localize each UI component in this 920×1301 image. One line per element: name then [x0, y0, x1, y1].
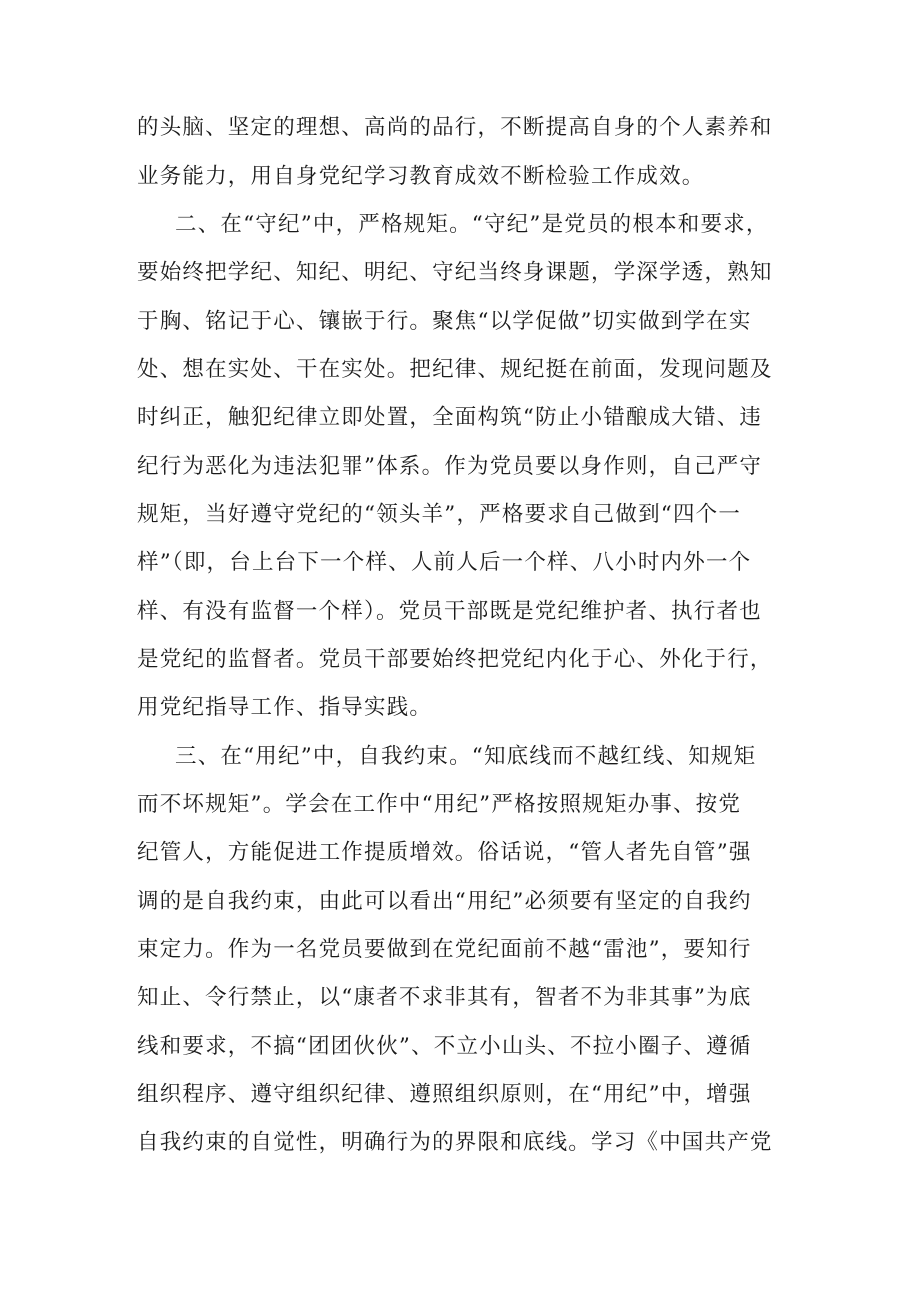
text-line: 而不坏规矩”。学会在工作中“用纪”严格按照规矩办事、按党	[137, 792, 742, 817]
text-line: 知止、令行禁止，以“康者不求非其有，智者不为非其事”为底	[137, 985, 752, 1010]
text-line: 处、想在实处、干在实处。把纪律、规纪挺在前面，发现问题及	[137, 357, 773, 382]
text-line: 组织程序、遵守组织纪律、遵照组织原则，在“用纪”中，增强	[137, 1082, 752, 1107]
text-line: 的头脑、坚定的理想、高尚的品行，不断提高自身的个人素养和	[137, 115, 773, 140]
text-line: 纪管人，方能促进工作提质增效。俗话说，“管人者先自管”强	[137, 840, 752, 865]
text-line: 自我约束的自觉性，明确行为的界限和底线。学习《中国共产党	[137, 1130, 773, 1155]
paragraph-heading-line: 三、在“用纪”中，自我约束。“知底线而不越红线、知规矩	[175, 744, 757, 769]
text-line: 样”（即，台上台下一个样、人前人后一个样、八小时内外一个	[137, 550, 752, 575]
text-line: 样、有没有监督一个样）。党员干部既是党纪维护者、执行者也	[137, 599, 762, 624]
text-line: 纪行为恶化为违法犯罪”体系。作为党员要以身作则，自己严守	[137, 454, 763, 479]
paragraph-heading-line: 二、在“守纪”中，严格规矩。“守纪”是党员的根本和要求，	[175, 212, 769, 237]
text-line: 调的是自我约束，由此可以看出“用纪”必须要有坚定的自我约	[137, 889, 752, 914]
text-line: 用党纪指导工作、指导实践。	[137, 695, 433, 720]
text-line: 时纠正，触犯纪律立即处置，全面构筑“防止小错酿成大错、违	[137, 405, 763, 430]
text-line: 规矩，当好遵守党纪的“领头羊”，严格要求自己做到“四个一	[137, 502, 742, 527]
text-line: 要始终把学纪、知纪、明纪、守纪当终身课题，学深学透，熟知	[137, 260, 773, 285]
text-line: 于胸、铭记于心、镶嵌于行。聚焦“以学促做”切实做到学在实	[137, 309, 752, 334]
text-line: 业务能力，用自身党纪学习教育成效不断检验工作成效。	[137, 164, 705, 189]
text-line: 是党纪的监督者。党员干部要始终把党纪内化于心、外化于行，	[137, 647, 773, 672]
text-line: 束定力。作为一名党员要做到在党纪面前不越“雷池”，要知行	[137, 937, 752, 962]
text-line: 线和要求，不搞“团团伙伙”、不立小山头、不拉小圈子、遵循	[137, 1034, 752, 1059]
